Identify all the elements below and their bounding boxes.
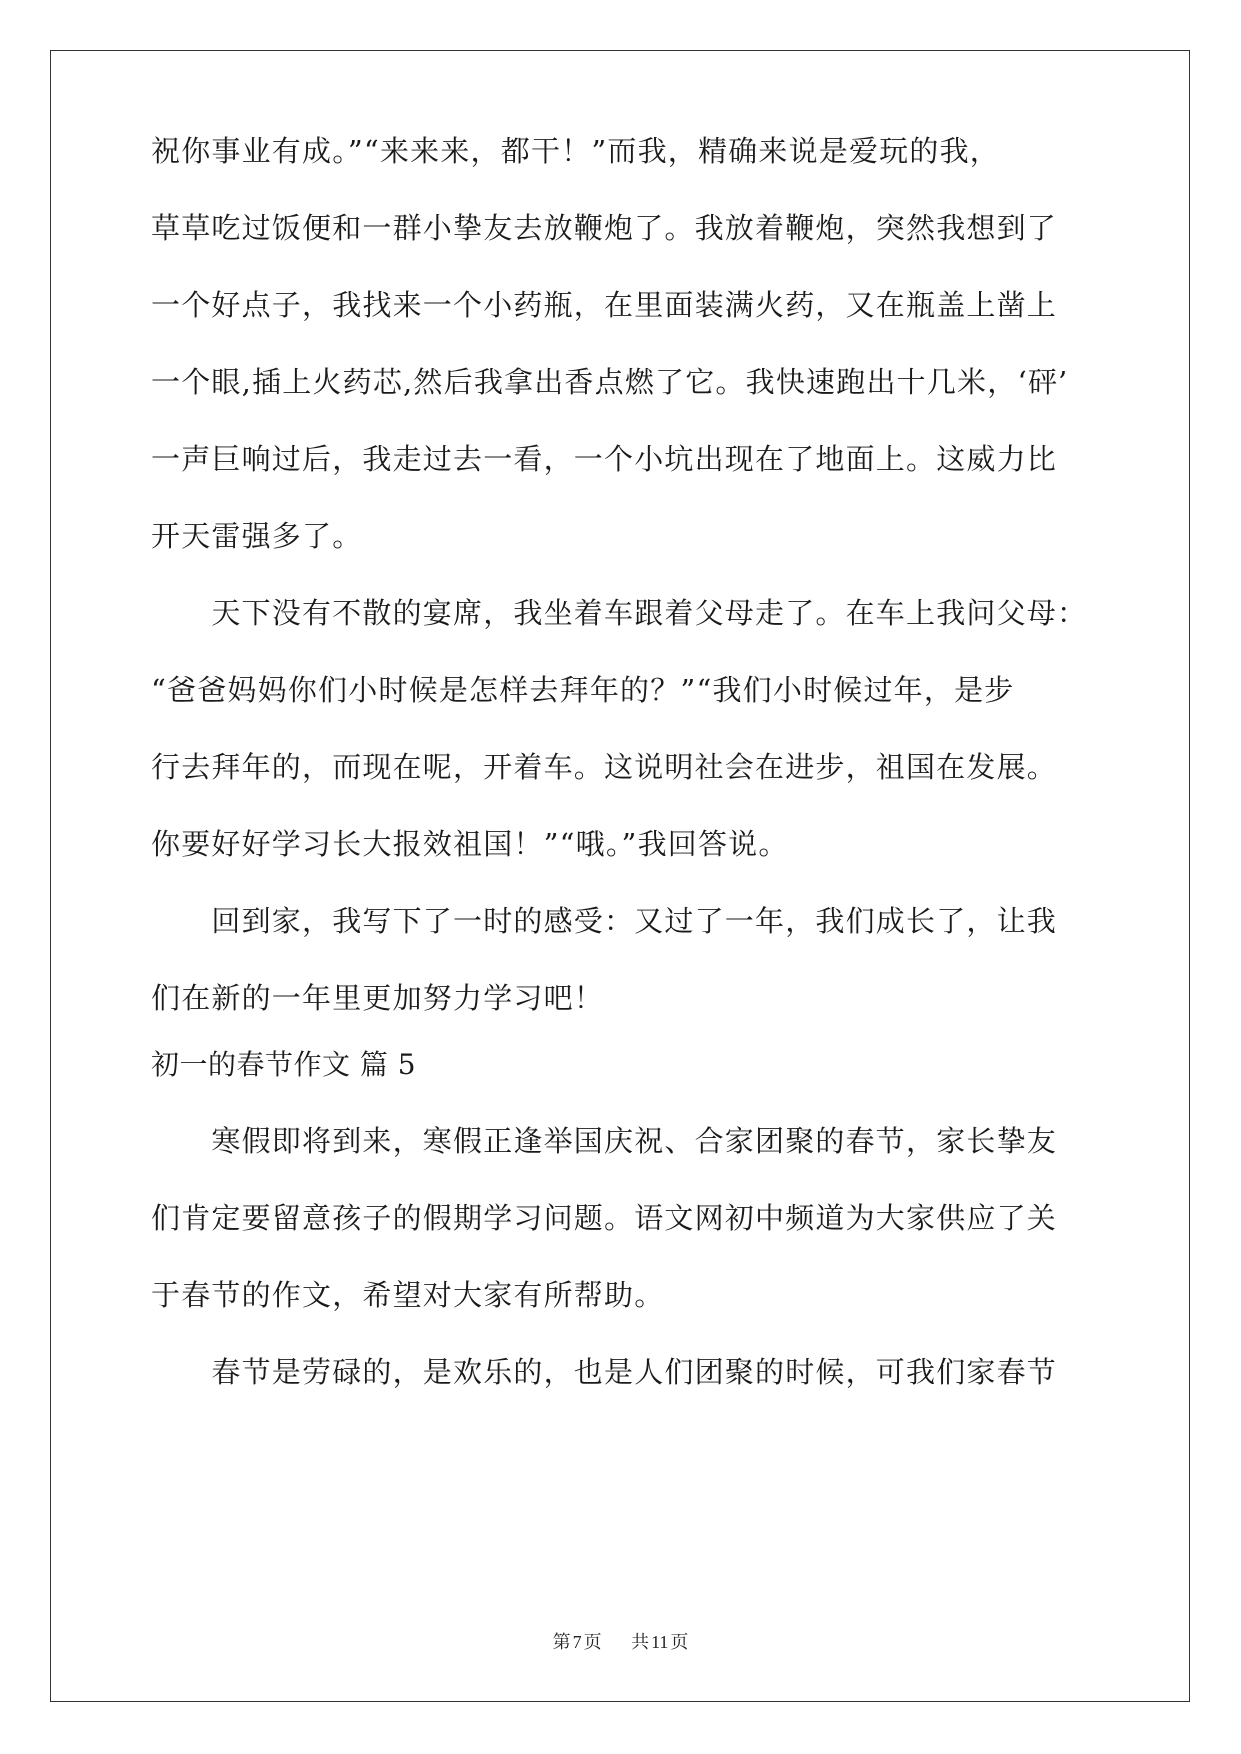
document-body — [151, 134, 1091, 1389]
total-pages-label: 共 11 页 — [631, 1632, 689, 1653]
text-line: 于春节的作文，希望对大家有所帮助。 — [151, 1278, 665, 1312]
text-line: 们肯定要留意孩子的假期学习问题。语文网初中频道为大家供应了关 — [151, 1201, 1058, 1235]
section-heading: 初一的春节作文 篇 5 — [151, 1048, 417, 1081]
text-line: 一个眼,插上火药芯,然后我拿出香点燃了它。我快速跑出十几米，‘砰’ — [151, 365, 1069, 399]
text-line: 天下没有不散的宴席，我坐着车跟着父母走了。在车上我问父母： — [151, 596, 1088, 630]
text-line: 一个好点子，我找来一个小药瓶，在里面装满火药，又在瓶盖上凿上 — [151, 288, 1058, 322]
text-line: 开天雷强多了。 — [151, 519, 363, 553]
page-number-label: 第 7 页 — [552, 1632, 602, 1653]
text-line: 你要好好学习长大报效祖国！”“哦。”我回答说。 — [151, 827, 789, 861]
text-line: 行去拜年的，而现在呢，开着车。这说明社会在进步，祖国在发展。 — [151, 750, 1058, 784]
text-line: 寒假即将到来，寒假正逢举国庆祝、合家团聚的春节，家长挚友 — [151, 1124, 1058, 1158]
page-footer — [0, 1633, 1241, 1652]
text-line: 春节是劳碌的，是欢乐的，也是人们团聚的时候，可我们家春节 — [151, 1355, 1058, 1389]
text-line: 回到家，我写下了一时的感受：又过了一年，我们成长了，让我 — [151, 904, 1058, 938]
total-pages-number: 11 — [651, 1632, 669, 1652]
text-line: 们在新的一年里更加努力学习吧！ — [151, 981, 605, 1015]
text-line: 一声巨响过后，我走过去一看，一个小坑出现在了地面上。这威力比 — [151, 442, 1058, 476]
current-page-number: 7 — [572, 1632, 582, 1652]
text-line: 草草吃过饭便和一群小挚友去放鞭炮了。我放着鞭炮，突然我想到了 — [151, 211, 1058, 245]
text-line: “爸爸妈妈你们小时候是怎样去拜年的？”“我们小时候过年，是步 — [151, 673, 1015, 707]
text-line: 祝你事业有成。”“来来来，都干！”而我，精确来说是爱玩的我， — [151, 134, 1000, 168]
